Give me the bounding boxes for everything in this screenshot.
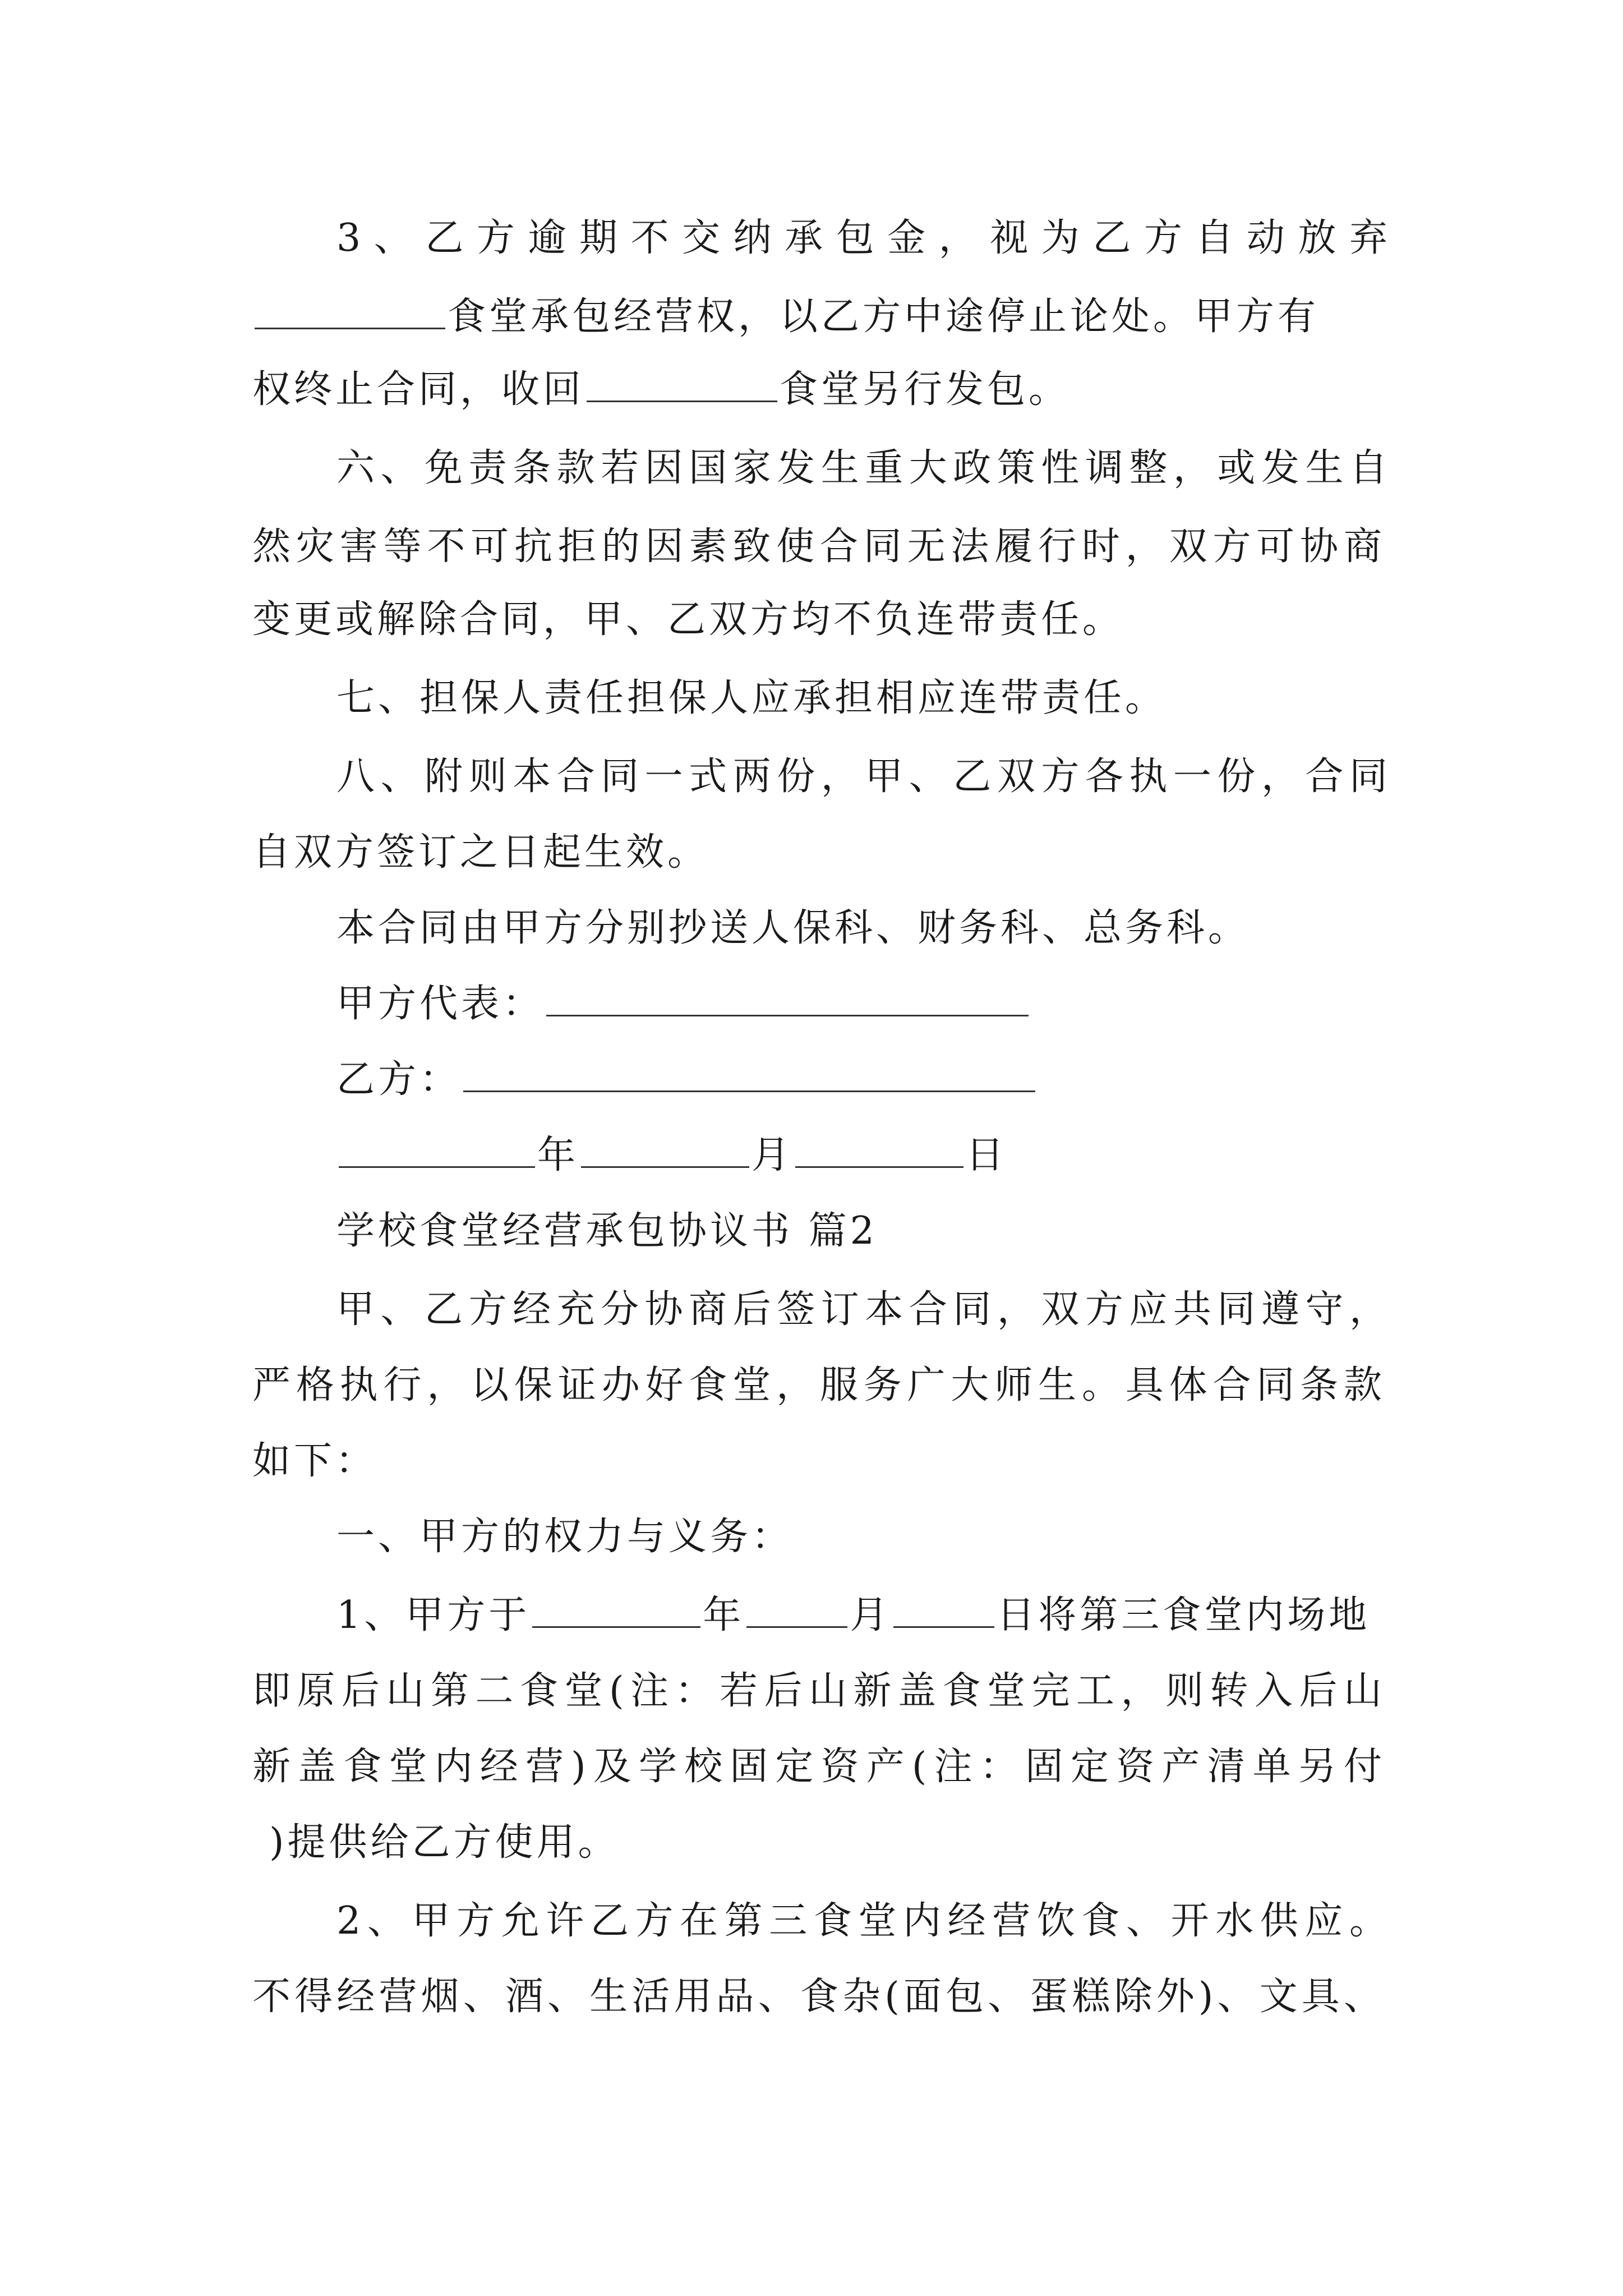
party-b-label: 乙方： xyxy=(336,1057,462,1102)
line-text: 食堂承包经营权，以乙方中途停止论处。甲方有 xyxy=(448,295,1320,339)
year-label: 年 xyxy=(537,1133,579,1177)
text-line: 新盖食堂内经营)及学校固定资产(注：固定资产清单另付 xyxy=(252,1745,1385,1789)
line-text: 月 xyxy=(850,1593,892,1637)
fill-in-blank[interactable] xyxy=(587,365,777,402)
section-title: 学校食堂经营承包协议书 篇2 xyxy=(336,1209,878,1253)
line-text: 权终止合同，收回 xyxy=(252,367,585,412)
text-line: 2、甲方允许乙方在第三食堂内经营饮食、开水供应。 xyxy=(336,1899,1391,1943)
year-field[interactable] xyxy=(532,1590,700,1628)
text-line: 变更或解除合同，甲、乙双方均不负连带责任。 xyxy=(252,597,1124,642)
fill-in-blank[interactable] xyxy=(255,292,445,329)
line-text: 年 xyxy=(703,1593,745,1637)
line-text: 日将第三食堂内场地 xyxy=(997,1593,1371,1637)
text-line: 如下： xyxy=(252,1439,377,1483)
line-text: 1、甲方于 xyxy=(336,1593,531,1637)
text-line: 3、乙方逾期不交纳承包金，视为乙方自动放弃 xyxy=(336,216,1391,260)
text-line: 然灾害等不可抗拒的因素致使合同无法履行时，双方可协商 xyxy=(252,524,1385,569)
text-line: 六、免责条款若因国家发生重大政策性调整，或发生自 xyxy=(336,446,1391,490)
year-field[interactable] xyxy=(339,1130,535,1168)
signature-line-party-a xyxy=(336,979,1391,1033)
month-field[interactable] xyxy=(746,1590,847,1628)
day-label: 日 xyxy=(966,1133,1008,1177)
text-line: 甲、乙方经充分协商后签订本合同，双方应共同遵守， xyxy=(336,1287,1391,1332)
text-line: 本合同由甲方分别抄送人保科、财务科、总务科。 xyxy=(336,906,1250,950)
text-line: 即原后山第二食堂(注：若后山新盖食堂完工，则转入后山 xyxy=(252,1669,1385,1713)
text-line: 一、甲方的权力与义务： xyxy=(336,1515,794,1559)
month-label: 月 xyxy=(751,1133,794,1177)
text-line: 严格执行，以保证办好食堂，服务广大师生。具体合同条款 xyxy=(252,1363,1385,1407)
text-line: )提供给乙方使用。 xyxy=(269,1820,620,1865)
text-line: 自双方签订之日起生效。 xyxy=(252,830,709,875)
text-line xyxy=(252,292,1385,346)
day-field[interactable] xyxy=(893,1590,994,1628)
line-text: 食堂另行发包。 xyxy=(780,367,1071,412)
party-b-signature-field[interactable] xyxy=(463,1055,1035,1092)
signature-line-party-b xyxy=(336,1055,1391,1108)
party-a-signature-field[interactable] xyxy=(546,979,1029,1016)
day-field[interactable] xyxy=(795,1130,963,1168)
text-line: 不得经营烟、酒、生活用品、食杂(面包、蛋糕除外)、文具、 xyxy=(252,1975,1385,2019)
text-line xyxy=(336,1590,1391,1644)
text-line: 七、担保人责任担保人应承担相应连带责任。 xyxy=(336,676,1167,720)
date-line xyxy=(336,1130,1391,1184)
month-field[interactable] xyxy=(581,1130,749,1168)
text-line: 八、附则本合同一式两份，甲、乙双方各执一份，合同 xyxy=(336,754,1391,799)
party-a-label: 甲方代表： xyxy=(336,982,545,1026)
text-line xyxy=(252,365,1385,418)
